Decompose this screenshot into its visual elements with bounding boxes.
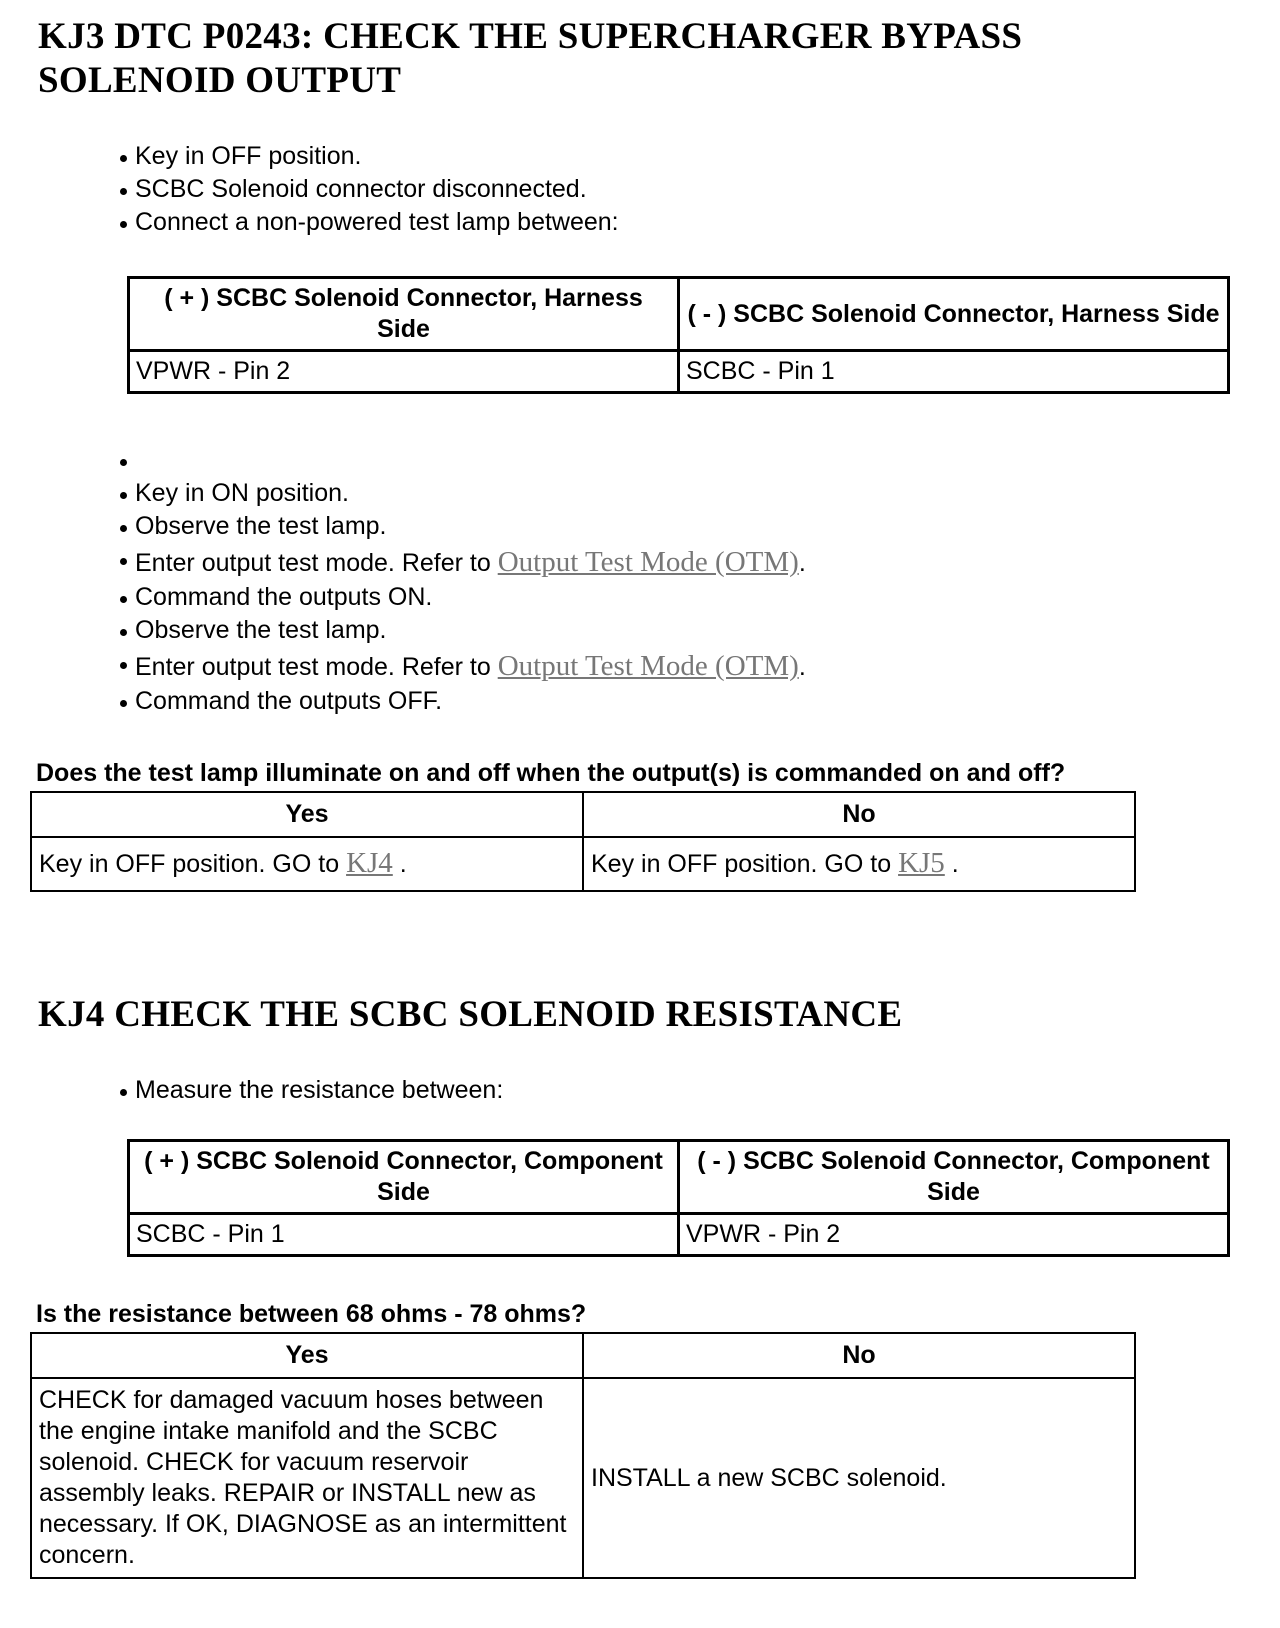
kj3-connector-col2-header: ( - ) SCBC Solenoid Connector, Harness Side (679, 278, 1229, 351)
kj4-yes-cell: CHECK for damaged vacuum hoses between the engine intake manifold and the SCBC solenoid. CHECK for vacuum reservoir assembly leaks. REPAIR or INSTALL new as necessary. If OK, DIAGNOSE as an intermittent concern. (31, 1378, 583, 1578)
list-item: Command the outputs ON. (120, 581, 806, 614)
section-kj3-title-line1: KJ3 DTC P0243: CHECK THE SUPERCHARGER BYPASS (38, 16, 1023, 57)
list-item: Measure the resistance between: (120, 1074, 503, 1107)
kj4-connector-col2-header: ( - ) SCBC Solenoid Connector, Component Side (679, 1141, 1229, 1214)
kj4-connector-table (127, 1139, 1230, 1257)
otm-link[interactable]: Output Test Mode (OTM) (497, 546, 799, 578)
otm-link[interactable]: Output Test Mode (OTM) (497, 650, 799, 682)
kj3-yes-text: Key in OFF position. GO to (39, 850, 347, 878)
kj3-question: Does the test lamp illuminate on and off when the output(s) is commanded on and off? (36, 759, 1066, 787)
list-item: Observe the test lamp. (120, 510, 806, 543)
kj4-connector-col1-value: SCBC - Pin 1 (129, 1214, 679, 1256)
kj3-yes-header: Yes (31, 792, 583, 837)
kj3-connector-col1-value: VPWR - Pin 2 (129, 351, 679, 393)
kj4-no-cell: INSTALL a new SCBC solenoid. (583, 1378, 1135, 1578)
kj3-connector-col1-header: ( + ) SCBC Solenoid Connector, Harness Side (129, 278, 679, 351)
kj4-connector-col1-header: ( + ) SCBC Solenoid Connector, Component Side (129, 1141, 679, 1214)
kj4-yes-header: Yes (31, 1333, 583, 1378)
kj3-yes-cell: Key in OFF position. GO to KJ4 . (31, 837, 583, 891)
list-item: Observe the test lamp. (120, 614, 806, 647)
kj4-no-header: No (583, 1333, 1135, 1378)
kj3-no-text: Key in OFF position. GO to (591, 850, 899, 878)
kj3-no-header: No (583, 792, 1135, 837)
list-item: Enter output test mode. Refer to Output Test Mode (OTM). (120, 647, 806, 685)
section-kj4-title: KJ4 CHECK THE SCBC SOLENOID RESISTANCE (38, 994, 903, 1035)
list-item: Key in OFF position. (120, 140, 619, 173)
kj4-link[interactable]: KJ4 (346, 847, 393, 879)
list-item: SCBC Solenoid connector disconnected. (120, 173, 619, 206)
list-item: Key in ON position. (120, 477, 806, 510)
kj3-result-table (30, 791, 1136, 892)
list-item: Connect a non-powered test lamp between: (120, 206, 619, 239)
section-kj3-title-line2: SOLENOID OUTPUT (38, 60, 402, 101)
kj5-link[interactable]: KJ5 (898, 847, 945, 879)
list-item: Command the outputs OFF. (120, 685, 806, 718)
list-item-text: Enter output test mode. Refer to (135, 549, 498, 577)
list-item (120, 444, 806, 477)
kj3-connector-col2-value: SCBC - Pin 1 (679, 351, 1229, 393)
list-item-text: Enter output test mode. Refer to (135, 653, 498, 681)
kj3-steps-a (120, 140, 619, 239)
kj3-no-cell: Key in OFF position. GO to KJ5 . (583, 837, 1135, 891)
list-item: Enter output test mode. Refer to Output Test Mode (OTM). (120, 543, 806, 581)
kj4-result-table (30, 1332, 1136, 1579)
kj4-question: Is the resistance between 68 ohms - 78 ohms? (36, 1300, 587, 1328)
kj3-connector-table (127, 276, 1230, 394)
kj4-steps (120, 1074, 503, 1107)
kj4-connector-col2-value: VPWR - Pin 2 (679, 1214, 1229, 1256)
kj3-steps-b (120, 444, 806, 718)
section-kj3-title (38, 15, 1022, 103)
